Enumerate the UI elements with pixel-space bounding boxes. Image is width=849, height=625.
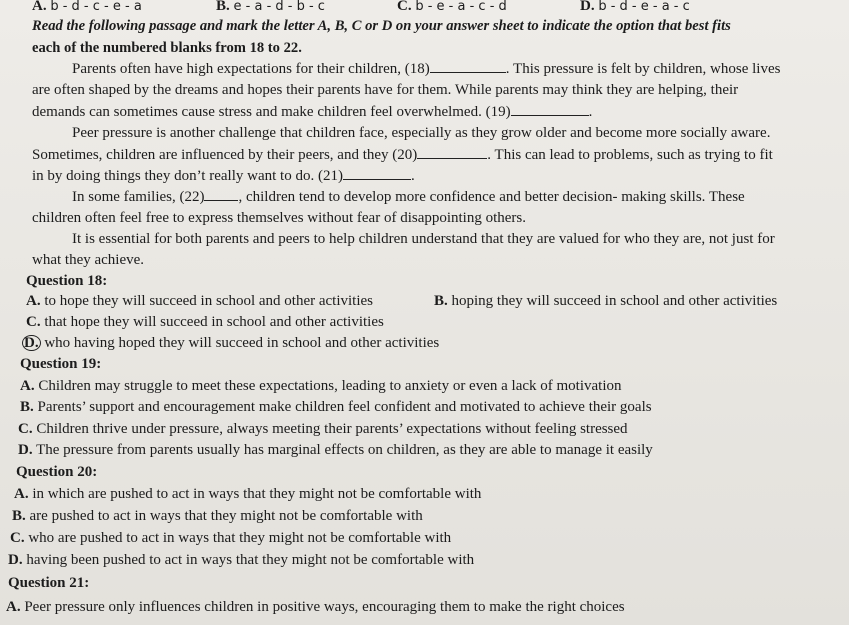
passage-text: Parents often have high expectations for their children, (18) <box>72 61 430 77</box>
option-letter: C. <box>18 421 33 437</box>
passage-p4-line-1: It is essential for both parents and peers to help children understand that they are valued for who they are, not just for <box>72 231 775 247</box>
q20-option-d <box>8 551 474 569</box>
passage-text: . <box>410 168 415 184</box>
question-21-title: Question 21: <box>8 575 90 591</box>
order-option-b <box>216 0 325 16</box>
q19-option-c <box>18 420 628 438</box>
blank-20 <box>417 146 487 159</box>
option-letter: B. <box>434 293 448 309</box>
passage-text: Sometimes, children are influenced by their peers, and they (20) <box>32 147 418 163</box>
option-text: The pressure from parents usually has marginal effects on children, as they are able to manage it easily <box>36 442 653 458</box>
option-letter: C. <box>10 530 25 546</box>
option-text: Children thrive under pressure, always meeting their parents’ expectations without feeling stressed <box>36 421 628 437</box>
question-19-title: Question 19: <box>20 356 102 372</box>
passage-p1-line-3 <box>32 103 592 121</box>
option-text: that hope they will succeed in school and other activities <box>44 314 384 330</box>
option-letter: C. <box>26 314 41 330</box>
q20-option-c <box>10 529 451 547</box>
option-letter: D. <box>18 442 33 458</box>
q19-option-b <box>20 398 652 416</box>
passage-text: . <box>588 104 593 120</box>
blank-18 <box>430 60 506 73</box>
option-letter: A. <box>6 599 21 615</box>
option-letter: C. <box>397 0 412 14</box>
option-letter: B. <box>216 0 230 14</box>
option-text: in which are pushed to act in ways that they might not be comfortable with <box>32 486 482 502</box>
passage-p1-line-1 <box>72 60 780 78</box>
blank-19 <box>511 103 589 116</box>
blank-22 <box>204 188 238 201</box>
q18-option-c <box>26 313 384 331</box>
q18-option-b <box>434 292 777 310</box>
passage-text: In some families, (22) <box>72 189 205 205</box>
option-letter: A. <box>14 486 29 502</box>
option-text: who having hoped they will succeed in school and other activities <box>44 335 440 351</box>
passage-p4-line-2: what they achieve. <box>32 252 145 268</box>
q20-option-a <box>14 485 481 503</box>
option-letter: D. <box>8 552 23 568</box>
passage-text: in by doing things they don’t really want to do. (21) <box>32 168 343 184</box>
instruction-line-2: each of the numbered blanks from 18 to 22. <box>32 40 302 56</box>
option-letter: B. <box>20 399 34 415</box>
passage-p2-line-1: Peer pressure is another challenge that children face, especially as they grow older and become more socially aware. <box>72 125 771 141</box>
order-option-a <box>32 0 142 16</box>
option-text: to hope they will succeed in school and other activities <box>44 293 374 309</box>
q18-option-a <box>26 292 373 310</box>
circled-answer-letter: D. <box>24 335 39 351</box>
order-option-c <box>397 0 507 16</box>
passage-p3-line-1 <box>72 188 745 206</box>
option-text: Children may struggle to meet these expectations, leading to anxiety or even a lack of motivation <box>38 378 622 394</box>
option-text: b - d - c - e - a <box>50 0 142 14</box>
option-letter: D. <box>580 0 595 14</box>
q19-option-a <box>20 377 622 395</box>
passage-p1-line-2: are often shaped by the dreams and hopes their parents have for them. While parents may think they are helping, their <box>32 82 739 98</box>
option-text: hoping they will succeed in school and other activities <box>451 293 778 309</box>
q21-option-a <box>6 598 625 616</box>
option-letter: B. <box>12 508 26 524</box>
option-text: Peer pressure only influences children in positive ways, encouraging them to make the right choices <box>24 599 625 615</box>
passage-p2-line-2 <box>32 146 773 164</box>
option-text: e - a - d - b - c <box>233 0 325 14</box>
option-letter: A. <box>26 293 41 309</box>
passage-text: . This pressure is felt by children, whose lives <box>505 61 781 77</box>
q18-option-d <box>22 334 439 352</box>
question-18-title: Question 18: <box>26 273 108 289</box>
blank-21 <box>343 167 411 180</box>
option-text: b - e - a - c - d <box>415 0 507 14</box>
passage-text: , children tend to develop more confidence and better decision- making skills. These <box>238 189 745 205</box>
option-text: having been pushed to act in ways that they might not be comfortable with <box>26 552 475 568</box>
q19-option-d <box>18 441 653 459</box>
option-letter: A. <box>20 378 35 394</box>
q20-option-b <box>12 507 423 525</box>
question-20-title: Question 20: <box>16 464 98 480</box>
option-text: are pushed to act in ways that they might not be comfortable with <box>29 508 423 524</box>
option-text: b - d - e - a - c <box>598 0 690 14</box>
option-letter: A. <box>32 0 47 14</box>
passage-p2-line-3 <box>32 167 415 185</box>
passage-p3-line-2: children often feel free to express themselves without fear of disappointing others. <box>32 210 527 226</box>
instruction-line-1: Read the following passage and mark the letter A, B, C or D on your answer sheet to indicate the option that best fits <box>32 18 731 34</box>
order-option-d <box>580 0 690 16</box>
passage-text: demands can sometimes cause stress and make children feel overwhelmed. (19) <box>32 104 511 120</box>
passage-text: . This can lead to problems, such as trying to fit <box>487 147 773 163</box>
option-text: who are pushed to act in ways that they might not be comfortable with <box>28 530 452 546</box>
option-text: Parents’ support and encouragement make children feel confident and motivated to achieve their goals <box>37 399 652 415</box>
